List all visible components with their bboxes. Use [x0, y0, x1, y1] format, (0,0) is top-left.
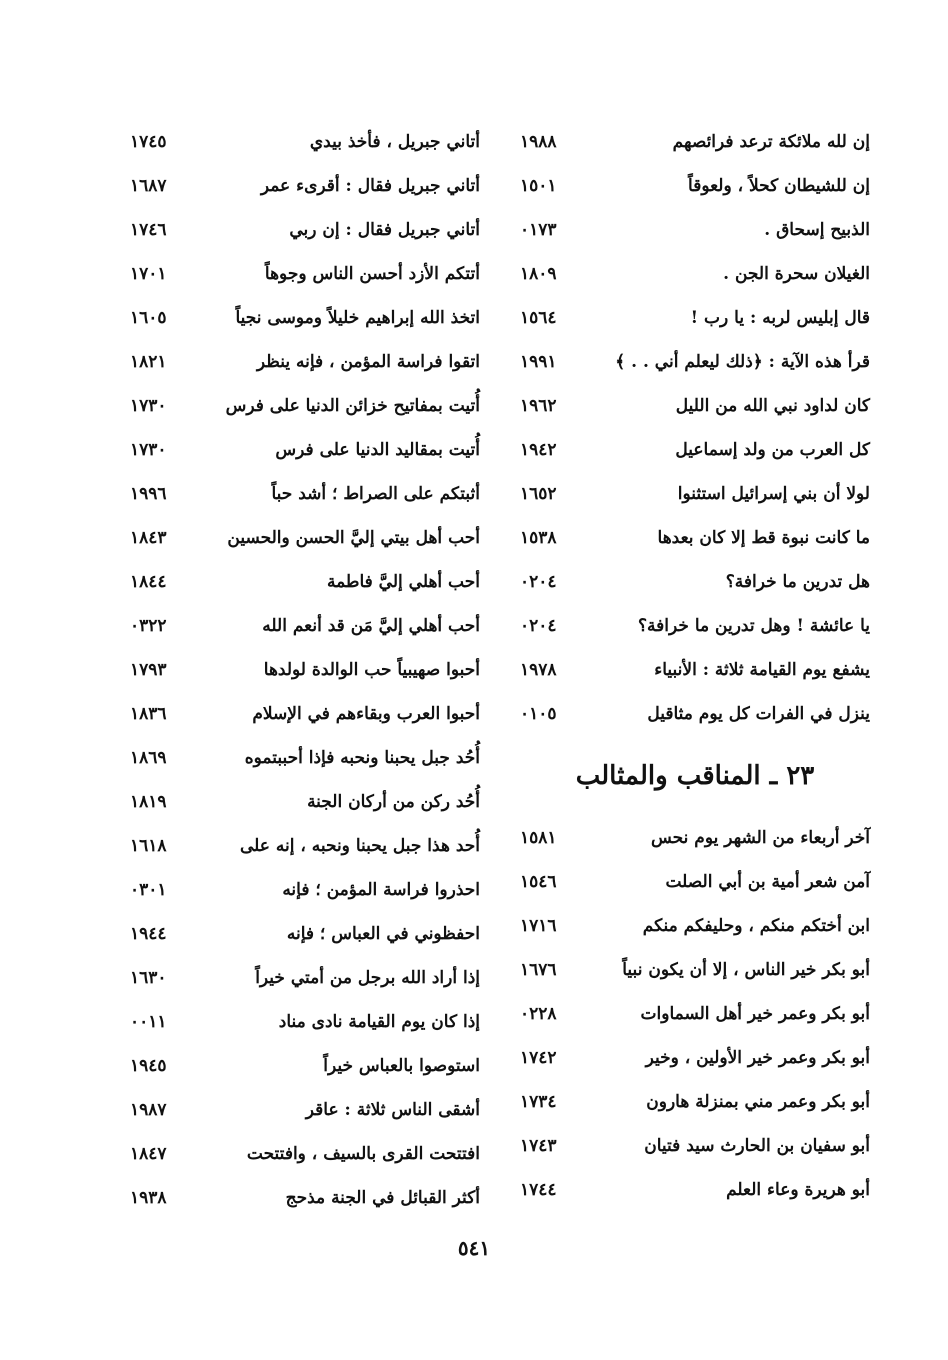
entry-text: آمن شعر أمية بن أبي الصلت: [665, 872, 870, 892]
right-column: [520, 120, 870, 1212]
entry-number: ١٩٤٥: [130, 1056, 167, 1076]
entry-text: أبو هريرة وعاء العلم: [726, 1180, 870, 1200]
entry-text: أثبتكم على الصراط ؛ أشد حباً: [271, 484, 480, 504]
entry-number: ١٨٣٦: [130, 704, 167, 724]
entry-number: ١٧٣٤: [520, 1092, 557, 1112]
index-entry: [520, 516, 870, 560]
index-entry: [520, 648, 870, 692]
entry-text: قال إبليس لربه : يا رب !: [690, 308, 870, 328]
entry-number: ١٦١٨: [130, 836, 167, 856]
entry-number: ١٧٩٣: [130, 660, 167, 680]
entry-text: الذبيح إسحاق .: [764, 220, 870, 240]
entry-number: ١٩٩١: [520, 352, 557, 372]
index-entry: [520, 120, 870, 164]
entry-number: ٠٢٠٤: [520, 572, 557, 592]
entry-text: أحبوا صهيبياً حب الوالدة لولدها: [263, 660, 480, 680]
entry-number: ١٨٤٣: [130, 528, 167, 548]
entry-number: ١٥٦٤: [520, 308, 557, 328]
entry-number: ١٦٥٢: [520, 484, 557, 504]
index-entry: [130, 956, 480, 1000]
index-entry: [520, 560, 870, 604]
entry-number: ١٧٤٢: [520, 1048, 557, 1068]
entry-text: أبو بكر وعمر خير أهل السماوات: [640, 1004, 870, 1024]
entry-text: أتتكم الأزد أحسن الناس وجوهاً: [264, 264, 480, 284]
entry-text: أتاني جبريل فقال : أقرىء عمر: [260, 176, 480, 196]
index-entry: [130, 780, 480, 824]
index-entry: [520, 164, 870, 208]
entry-number: ١٦٣٠: [130, 968, 167, 988]
entry-text: ينزل في الفرات كل يوم مثاقيل: [647, 704, 870, 724]
entry-text: لولا أن بني إسرائيل استثنوا: [677, 484, 870, 504]
index-entry: [520, 472, 870, 516]
entry-text: أكثر القبائل في الجنة مذحج: [285, 1188, 480, 1208]
entry-number: ١٧٠١: [130, 264, 167, 284]
right-entries-bottom: [520, 816, 870, 1212]
entry-text: أحبوا العرب وبقاءهم في الإسلام: [252, 704, 480, 724]
index-entry: [130, 164, 480, 208]
index-entry: [520, 1080, 870, 1124]
entry-text: إن لله ملائكة ترعد فرائصهم: [672, 132, 870, 152]
index-entry: [520, 692, 870, 736]
entry-number: ١٦٧٦: [520, 960, 557, 980]
entry-text: هل تدرين ما خرافة؟: [725, 572, 870, 592]
entry-text: كان لداود نبي الله من الليل: [675, 396, 870, 416]
entry-text: كل العرب من ولد إسماعيل: [675, 440, 870, 460]
index-entry: [520, 1036, 870, 1080]
entry-number: ١٨٢١: [130, 352, 167, 372]
index-entry: [130, 648, 480, 692]
entry-text: ابن أختكم منكم ، وحليفكم منكم: [642, 916, 870, 936]
entry-number: ٠٣٢٢: [130, 616, 167, 636]
entry-text: أحب أهلي إليَّ مَن قد أنعم الله: [262, 616, 480, 636]
entry-number: ١٦٨٧: [130, 176, 167, 196]
index-entry: [130, 736, 480, 780]
index-entry: [520, 1124, 870, 1168]
entry-number: ٠١٠٥: [520, 704, 557, 724]
entry-number: ١٧٤٣: [520, 1136, 557, 1156]
index-entry: [520, 992, 870, 1036]
index-entry: [130, 208, 480, 252]
entry-number: ١٩٣٨: [130, 1188, 167, 1208]
entry-text: أتاني جبريل ، فأخذ بيدي: [309, 132, 480, 152]
index-entry: [520, 208, 870, 252]
index-entry: [130, 384, 480, 428]
entry-text: احفظوني في العباس ؛ فإنه: [286, 924, 480, 944]
entry-number: ١٧٤٤: [520, 1180, 557, 1200]
left-column: [130, 120, 480, 1220]
index-entry: [130, 1132, 480, 1176]
entry-text: اتقوا فراسة المؤمن ، فإنه ينظر: [256, 352, 480, 372]
entry-text: افتتحت القرى بالسيف ، وافتتحت: [246, 1144, 480, 1164]
entry-number: ١٩٤٤: [130, 924, 167, 944]
entry-text: إذا كان يوم القيامة نادى مناد: [278, 1012, 480, 1032]
entry-text: أُحُد جبل يحبنا ونحبه فإذا أحببتموه: [244, 748, 480, 768]
entry-number: ١٨٤٤: [130, 572, 167, 592]
entry-text: أُحد هذا جبل يحبنا ونحبه ، إنه على: [239, 836, 480, 856]
entry-text: أبو بكر خير الناس ، إلا أن يكون نبياً: [622, 960, 870, 980]
index-entry: [130, 340, 480, 384]
entry-text: أبو بكر وعمر مني بمنزلة هارون: [646, 1092, 870, 1112]
entry-number: ٠٣٠١: [130, 880, 167, 900]
entry-number: ١٩٩٦: [130, 484, 167, 504]
entry-number: ١٩٦٢: [520, 396, 557, 416]
entry-text: قرأ هذه الآية : ﴿ذلك ليعلم أني . . ﴾: [615, 352, 870, 372]
entry-number: ١٩٨٧: [130, 1100, 167, 1120]
index-entry: [130, 604, 480, 648]
page-number: ٥٤١: [457, 1236, 491, 1260]
index-entry: [130, 472, 480, 516]
index-entry: [130, 252, 480, 296]
entry-number: ١٥٨١: [520, 828, 557, 848]
index-entry: [520, 252, 870, 296]
entry-text: أحب أهلي إليَّ فاطمة: [326, 572, 480, 592]
entry-number: ١٨٤٧: [130, 1144, 167, 1164]
entry-number: ١٨١٩: [130, 792, 167, 812]
entry-number: ١٧١٦: [520, 916, 557, 936]
index-entry: [520, 1168, 870, 1212]
entry-number: ٠١٧٣: [520, 220, 557, 240]
index-entry: [130, 296, 480, 340]
entry-text: أبو بكر وعمر خير الأولين ، وخير: [645, 1048, 870, 1068]
index-entry: [520, 428, 870, 472]
entry-text: استوصوا بالعباس خيراً: [323, 1056, 480, 1076]
entry-text: أتاني جبريل فقال : إن ربي: [289, 220, 480, 240]
section-heading: ٢٣ ـ المناقب والمثالب: [575, 761, 815, 791]
entry-text: ما كانت نبوة قط إلا كان بعدها: [657, 528, 870, 548]
index-entry: [520, 904, 870, 948]
entry-number: ١٩٤٢: [520, 440, 557, 460]
index-entry: [130, 1088, 480, 1132]
entry-text: يا عائشة ! وهل تدرين ما خرافة؟: [638, 616, 870, 636]
entry-text: إن للشيطان كحلاً ، ولعوقاً: [688, 176, 870, 196]
entry-text: أُتيت بمفاتيح خزائن الدنيا على فرس: [225, 396, 480, 416]
index-entry: [520, 604, 870, 648]
entry-number: ٠٢٢٨: [520, 1004, 557, 1024]
entry-text: أبو سفيان بن الحارث سيد فتيان: [644, 1136, 870, 1156]
index-entry: [130, 1000, 480, 1044]
entry-number: ١٥٠١: [520, 176, 557, 196]
entry-number: ١٦٠٥: [130, 308, 167, 328]
entry-text: اتخذ الله إبراهيم خليلاً وموسى نجياً: [235, 308, 480, 328]
entry-number: ١٩٨٨: [520, 132, 557, 152]
index-entry: [130, 120, 480, 164]
entry-number: ١٥٤٦: [520, 872, 557, 892]
entry-text: أُتيت بمقاليد الدنيا على فرس: [275, 440, 480, 460]
entry-number: ١٥٣٨: [520, 528, 557, 548]
index-entry: [130, 516, 480, 560]
index-entry: [520, 816, 870, 860]
index-entry: [130, 428, 480, 472]
index-entry: [130, 692, 480, 736]
entry-number: ١٨٠٩: [520, 264, 557, 284]
index-entry: [130, 912, 480, 956]
index-entry: [130, 1044, 480, 1088]
entry-text: أُحُد ركن من أركان الجنة: [307, 792, 480, 812]
entry-text: آخر أربعاء من الشهر يوم نحس: [651, 828, 870, 848]
entry-number: ١٨٦٩: [130, 748, 167, 768]
index-entry: [130, 868, 480, 912]
entry-text: أحب أهل بيتي إليَّ الحسن والحسين: [227, 528, 480, 548]
index-entry: [520, 340, 870, 384]
index-entry: [130, 1176, 480, 1220]
index-entry: [520, 384, 870, 428]
index-entry: [520, 296, 870, 340]
entry-number: ١٧٣٠: [130, 440, 167, 460]
entry-text: احذروا فراسة المؤمن ؛ فإنه: [282, 880, 480, 900]
index-entry: [520, 948, 870, 992]
entry-number: ٠٢٠٤: [520, 616, 557, 636]
entry-number: ٠٠١١: [130, 1012, 167, 1032]
entry-number: ١٧٤٦: [130, 220, 167, 240]
index-entry: [520, 860, 870, 904]
entry-text: أشقى الناس ثلاثة : عاقر: [305, 1100, 480, 1120]
entry-text: الغيلان سحرة الجن .: [723, 264, 870, 284]
entry-number: ١٧٣٠: [130, 396, 167, 416]
entry-number: ١٩٧٨: [520, 660, 557, 680]
right-entries-top: [520, 120, 870, 736]
entry-text: إذا أراد الله برجل من أمتي خيراً: [255, 968, 480, 988]
entry-text: يشفع يوم القيامة ثلاثة : الأنبياء: [654, 660, 870, 680]
index-entry: [130, 824, 480, 868]
index-entry: [130, 560, 480, 604]
entry-number: ١٧٤٥: [130, 132, 167, 152]
